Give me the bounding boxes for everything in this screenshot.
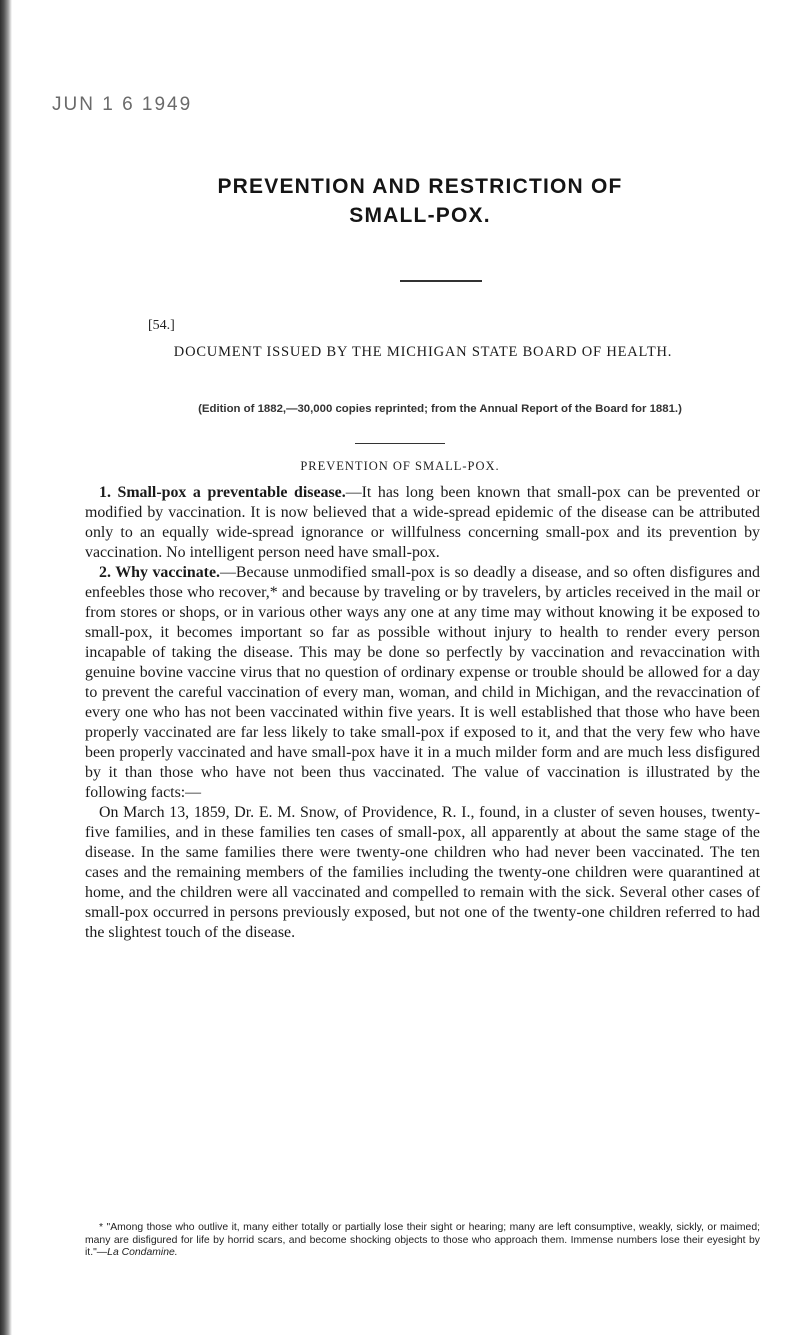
- paragraph-2-lead: 2. Why vaccinate.: [99, 564, 220, 581]
- heading-line-1: PREVENTION AND RESTRICTION OF: [217, 175, 623, 198]
- page-heading: [100, 172, 740, 230]
- paragraph-1: [85, 483, 760, 563]
- footnote: [85, 1222, 760, 1260]
- heading-divider: [400, 280, 482, 282]
- footnote-source: La Condamine.: [107, 1247, 178, 1258]
- section-title: PREVENTION OF SMALL-POX.: [300, 459, 500, 473]
- paragraph-1-text: —It has long been known that small-pox can be prevented or modified by vaccination. It is now believed that a wide-spread epidemic of the disease can be attributed only to an equally wide-spread ignorance or willfulness concerning small-pox and its prevention by vaccination. No intelligent person need have small-pox.: [85, 484, 761, 561]
- edition-note: (Edition of 1882,—30,000 copies reprinted; from the Annual Report of the Board for 1881.): [198, 403, 682, 415]
- library-date-stamp: JUN 1 6 1949: [52, 94, 193, 115]
- body-text: [85, 483, 760, 943]
- paragraph-1-lead: 1. Small-pox a preventable disease.: [99, 484, 346, 501]
- document-title: DOCUMENT ISSUED BY THE MICHIGAN STATE BOARD OF HEALTH.: [173, 344, 673, 360]
- page-edge-shadow: [0, 0, 12, 1335]
- paragraph-3: [85, 803, 760, 943]
- section-divider: [355, 443, 445, 444]
- footnote-text: * "Among those who outlive it, many either totally or partially lose their sight or hearing; many are left consumptive, weakly, sickly, or maimed; many are disfigured for life by horrid scars, and become shocking objects to those who approach them. Immense numbers lose their eyesight by it."—: [85, 1222, 760, 1258]
- document-number: [54.]: [148, 318, 175, 333]
- paragraph-3-text: On March 13, 1859, Dr. E. M. Snow, of Providence, R. I., found, in a cluster of seven houses, twenty-five families, and in these families ten cases of small-pox, all apparently at about the same stage of the disease. In the same families there were twenty-one children who had never been vaccinated. The ten cases and the remaining members of the families including the twenty-one children were quarantined at home, and the children were all vaccinated and compelled to remain with the sick. Several other cases of small-pox occurred in persons previously exposed, but not one of the twenty-one children referred to had the slightest touch of the disease.: [85, 804, 760, 941]
- paragraph-2-text: —Because unmodified small-pox is so deadly a disease, and so often disfigures and enfeebles those who recover,* and because by traveling or by travelers, by articles received in the mail or from stores or shops, or in various other ways any one at any time may without knowing it be exposed to small-pox, it becomes important so far as possible without injury to health to render every person incapable of taking the disease. This may be done so perfectly by vaccination and revaccination with genuine bovine vaccine virus that no question of ordinary expense or trouble should be allowed for a day to prevent the careful vaccination of every man, woman, and child in Michigan, and the revaccination of every one who has not been vaccinated within five years. It is well established that those who have been properly vaccinated are far less likely to take small-pox if exposed to it, and that the very few who have been properly vaccinated and have small-pox have it in a much milder form and are much less disfigured by it than those who have not been thus vaccinated. The value of vaccination is illustrated by the following facts:—: [85, 564, 761, 801]
- paragraph-2: [85, 563, 760, 803]
- heading-line-2: SMALL-POX.: [349, 204, 491, 227]
